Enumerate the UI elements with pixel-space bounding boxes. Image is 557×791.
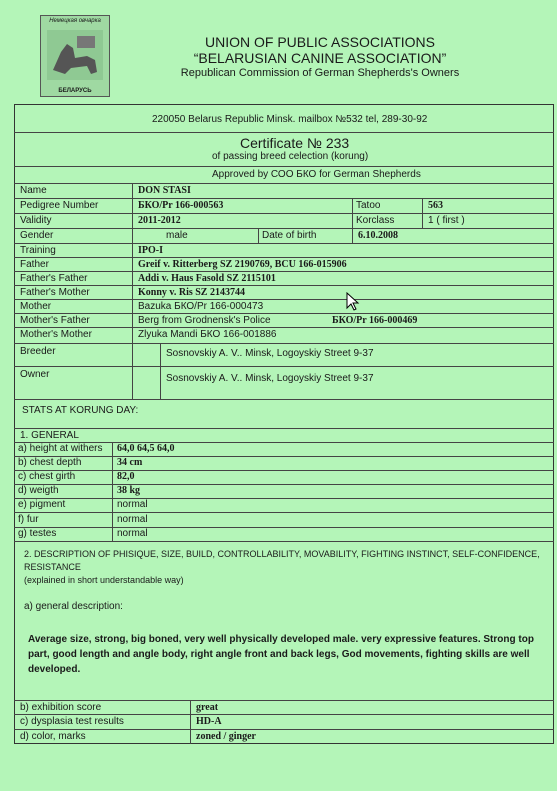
breeder-value: Sosnovskiy A. V.. Minsk, Logoyskiy Street 9-37 (166, 348, 374, 359)
general-value: normal (117, 528, 148, 539)
mothers-father-value: Berg from Grodnensk's Police (138, 315, 271, 326)
validity-label: Validity (20, 215, 52, 226)
general-value: normal (117, 514, 148, 525)
description-title: 2. DESCRIPTION OF PHISIQUE, SIZE, BUILD, CONTROLLABILITY, MOVABILITY, FIGHTING INSTINCT, SELF-CONFIDENCE, (24, 549, 540, 559)
fathers-mother-value: Konny v. Ris SZ 2143744 (138, 287, 245, 298)
description-note: (explained in short understandable way) (24, 575, 184, 585)
mouse-pointer-icon (346, 292, 360, 312)
certificate-subtitle: of passing breed celection (korung) (212, 151, 369, 162)
gender-label: Gender (20, 230, 54, 241)
general-title: 1. GENERAL (20, 430, 79, 441)
pedigree-label: Pedigree Number (20, 200, 99, 211)
gender-value: male (166, 230, 188, 241)
result-label: b) exhibition score (20, 702, 102, 713)
logo-top-text: Немецкая овчарка (49, 18, 101, 24)
result-value: zoned / ginger (196, 731, 256, 742)
address-line: 220050 Belarus Republic Minsk. mailbox №532 tel, 289-30-92 (152, 114, 428, 125)
general-label: b) chest depth (18, 457, 82, 468)
commission-title: Republican Commission of German Shepherds's Owners (180, 67, 460, 79)
fathers-father-label: Father's Father (20, 273, 88, 284)
association-logo (40, 15, 110, 97)
mothers-mother-label: Mother's Mother (20, 329, 92, 340)
training-label: Training (20, 245, 56, 256)
general-label: f) fur (18, 514, 39, 525)
shepherd-dog-icon (47, 30, 103, 80)
general-label: a) height at withers (18, 443, 103, 454)
general-description-label: a) general description: (24, 601, 123, 612)
stats-title: STATS AT KORUNG DAY: (22, 405, 139, 416)
owner-label: Owner (20, 369, 50, 380)
father-label: Father (20, 259, 49, 270)
tatoo-label: Tatoo (356, 200, 381, 211)
dob-label: Date of birth (262, 230, 317, 241)
union-title: UNION OF PUBLIC ASSOCIATIONS (204, 34, 435, 50)
general-value: 82,0 (117, 471, 135, 482)
father-value: Greif v. Ritterberg SZ 2190769, BCU 166-015906 (138, 259, 347, 270)
general-description-text: Average size, strong, big boned, very well physically developed male. very expressive features. Strong top part, good length and angle body, right angle front and back legs, God movements, fighting skills are well developed. (28, 634, 534, 675)
logo-bottom-text: БЕЛАРУСЬ (58, 88, 92, 94)
result-label: d) color, marks (20, 731, 86, 742)
validity-value: 2011-2012 (138, 215, 181, 226)
name-label: Name (20, 185, 47, 196)
training-value: IPO-I (138, 245, 163, 256)
fathers-father-value: Addi v. Haus Fasold SZ 2115101 (138, 273, 276, 284)
result-value: HD-A (196, 716, 222, 727)
result-label: c) dysplasia test results (20, 716, 124, 727)
korclass-label: Korclass (356, 215, 395, 226)
page-header (170, 34, 470, 80)
mothers-father-label: Mother's Father (20, 315, 90, 326)
korclass-value: 1 ( first ) (428, 215, 465, 226)
name-value: DON STASI (138, 185, 191, 196)
tatoo-value: 563 (428, 200, 443, 211)
certificate-title: Certificate № 233 (240, 135, 350, 151)
owner-value: Sosnovskiy A. V.. Minsk, Logoyskiy Street 9-37 (166, 373, 374, 384)
general-value: 64,0 64,5 64,0 (117, 443, 175, 454)
mother-value: Bazuka БКО/Pr 166-000473 (138, 301, 264, 312)
pedigree-value: БКО/Pr 166-000563 (138, 200, 224, 211)
breeder-label: Breeder (20, 346, 56, 357)
association-title: “BELARUSIAN CANINE ASSOCIATION” (193, 50, 447, 66)
general-value: 38 kg (117, 485, 141, 496)
general-value: normal (117, 499, 148, 510)
general-label: d) weigth (18, 485, 59, 496)
result-value: great (196, 702, 219, 713)
general-value: 34 cm (117, 457, 143, 468)
mothers-mother-value: Zlyuka Mandi БКО 166-001886 (138, 329, 277, 340)
approved-line: Approved by СОО БКО for German Shepherds (212, 169, 421, 180)
general-label: c) chest girth (18, 471, 76, 482)
mothers-father-number: БКО/Pr 166-000469 (332, 315, 418, 326)
dob-value: 6.10.2008 (358, 230, 398, 241)
mother-label: Mother (20, 301, 52, 312)
general-label: g) testes (18, 528, 57, 539)
description-title-2: RESISTANCE (24, 562, 81, 572)
fathers-mother-label: Father's Mother (20, 287, 90, 298)
general-label: e) pigment (18, 499, 66, 510)
